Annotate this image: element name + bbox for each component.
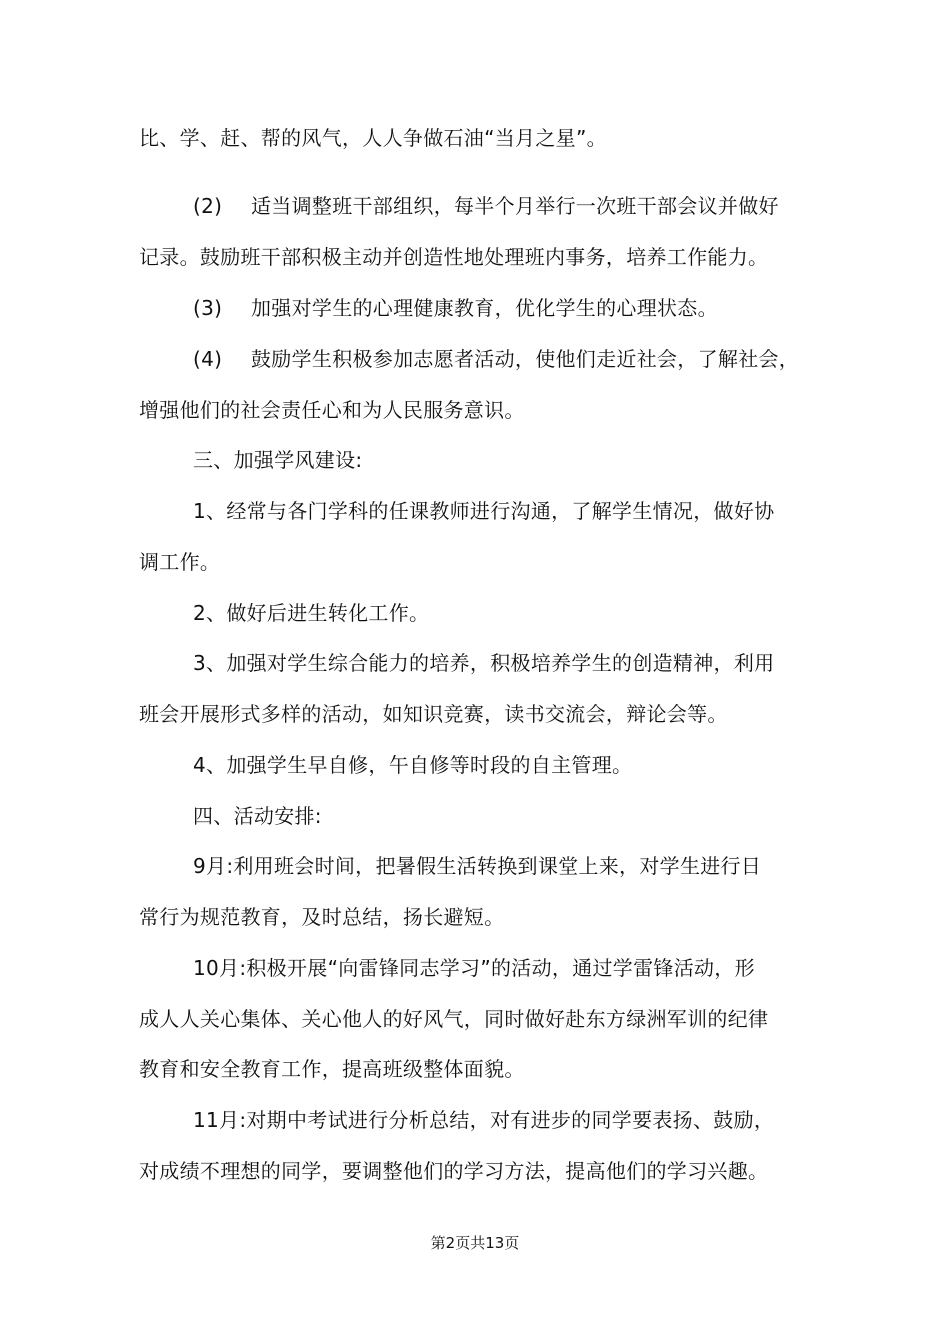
paragraph-line: 调工作。	[139, 550, 221, 574]
paragraph-line: 班会开展形式多样的活动，如知识竞赛，读书交流会，辩论会等。	[139, 702, 728, 726]
paragraph-text: 加强对学生的心理健康教育，优化学生的心理状态。	[251, 296, 718, 320]
paragraph-line: 1、经常与各门学科的任课教师进行沟通，了解学生情况，做好协	[193, 499, 775, 523]
paragraph-line: 9月:利用班会时间，把暑假生活转换到课堂上来，对学生进行日	[193, 854, 762, 878]
paragraph-line	[193, 192, 779, 220]
item-number: (2)	[193, 194, 223, 218]
paragraph-line: 4、加强学生早自修，午自修等时段的自主管理。	[193, 753, 633, 777]
paragraph-text: 适当调整班干部组织，每半个月举行一次班干部会议并做好	[251, 194, 779, 218]
paragraph-line: 2、做好后进生转化工作。	[193, 601, 430, 625]
paragraph-line: 对成绩不理想的同学，要调整他们的学习方法，提高他们的学习兴趣。	[139, 1159, 769, 1183]
paragraph-line: 成人人关心集体、关心他人的好风气，同时做好赴东方绿洲军训的纪律	[139, 1007, 769, 1031]
paragraph-line	[193, 294, 718, 322]
paragraph-line: 记录。鼓励班干部积极主动并创造性地处理班内事务，培养工作能力。	[139, 245, 769, 269]
paragraph-line: 教育和安全教育工作，提高班级整体面貌。	[139, 1057, 525, 1081]
paragraph-text: 鼓励学生积极参加志愿者活动，使他们走近社会，了解社会，	[251, 347, 800, 371]
page-number-footer: 第2页共13页	[430, 1234, 520, 1252]
paragraph-line: 比、学、赶、帮的风气，人人争做石油“当月之星”。	[139, 126, 607, 150]
paragraph-line: 11月:对期中考试进行分析总结，对有进步的同学要表扬、鼓励，	[193, 1108, 775, 1132]
section-heading: 四、活动安排:	[193, 804, 322, 828]
item-number: (4)	[193, 347, 223, 371]
section-heading: 三、加强学风建设:	[193, 448, 363, 472]
paragraph-line: 3、加强对学生综合能力的培养，积极培养学生的创造精神，利用	[193, 651, 775, 675]
paragraph-line: 常行为规范教育，及时总结，扬长避短。	[139, 905, 505, 929]
paragraph-line: 10月:积极开展“向雷锋同志学习”的活动，通过学雷锋活动，形	[193, 956, 755, 980]
item-number: (3)	[193, 296, 223, 320]
paragraph-line: 增强他们的社会责任心和为人民服务意识。	[139, 398, 525, 422]
paragraph-line	[193, 345, 799, 373]
